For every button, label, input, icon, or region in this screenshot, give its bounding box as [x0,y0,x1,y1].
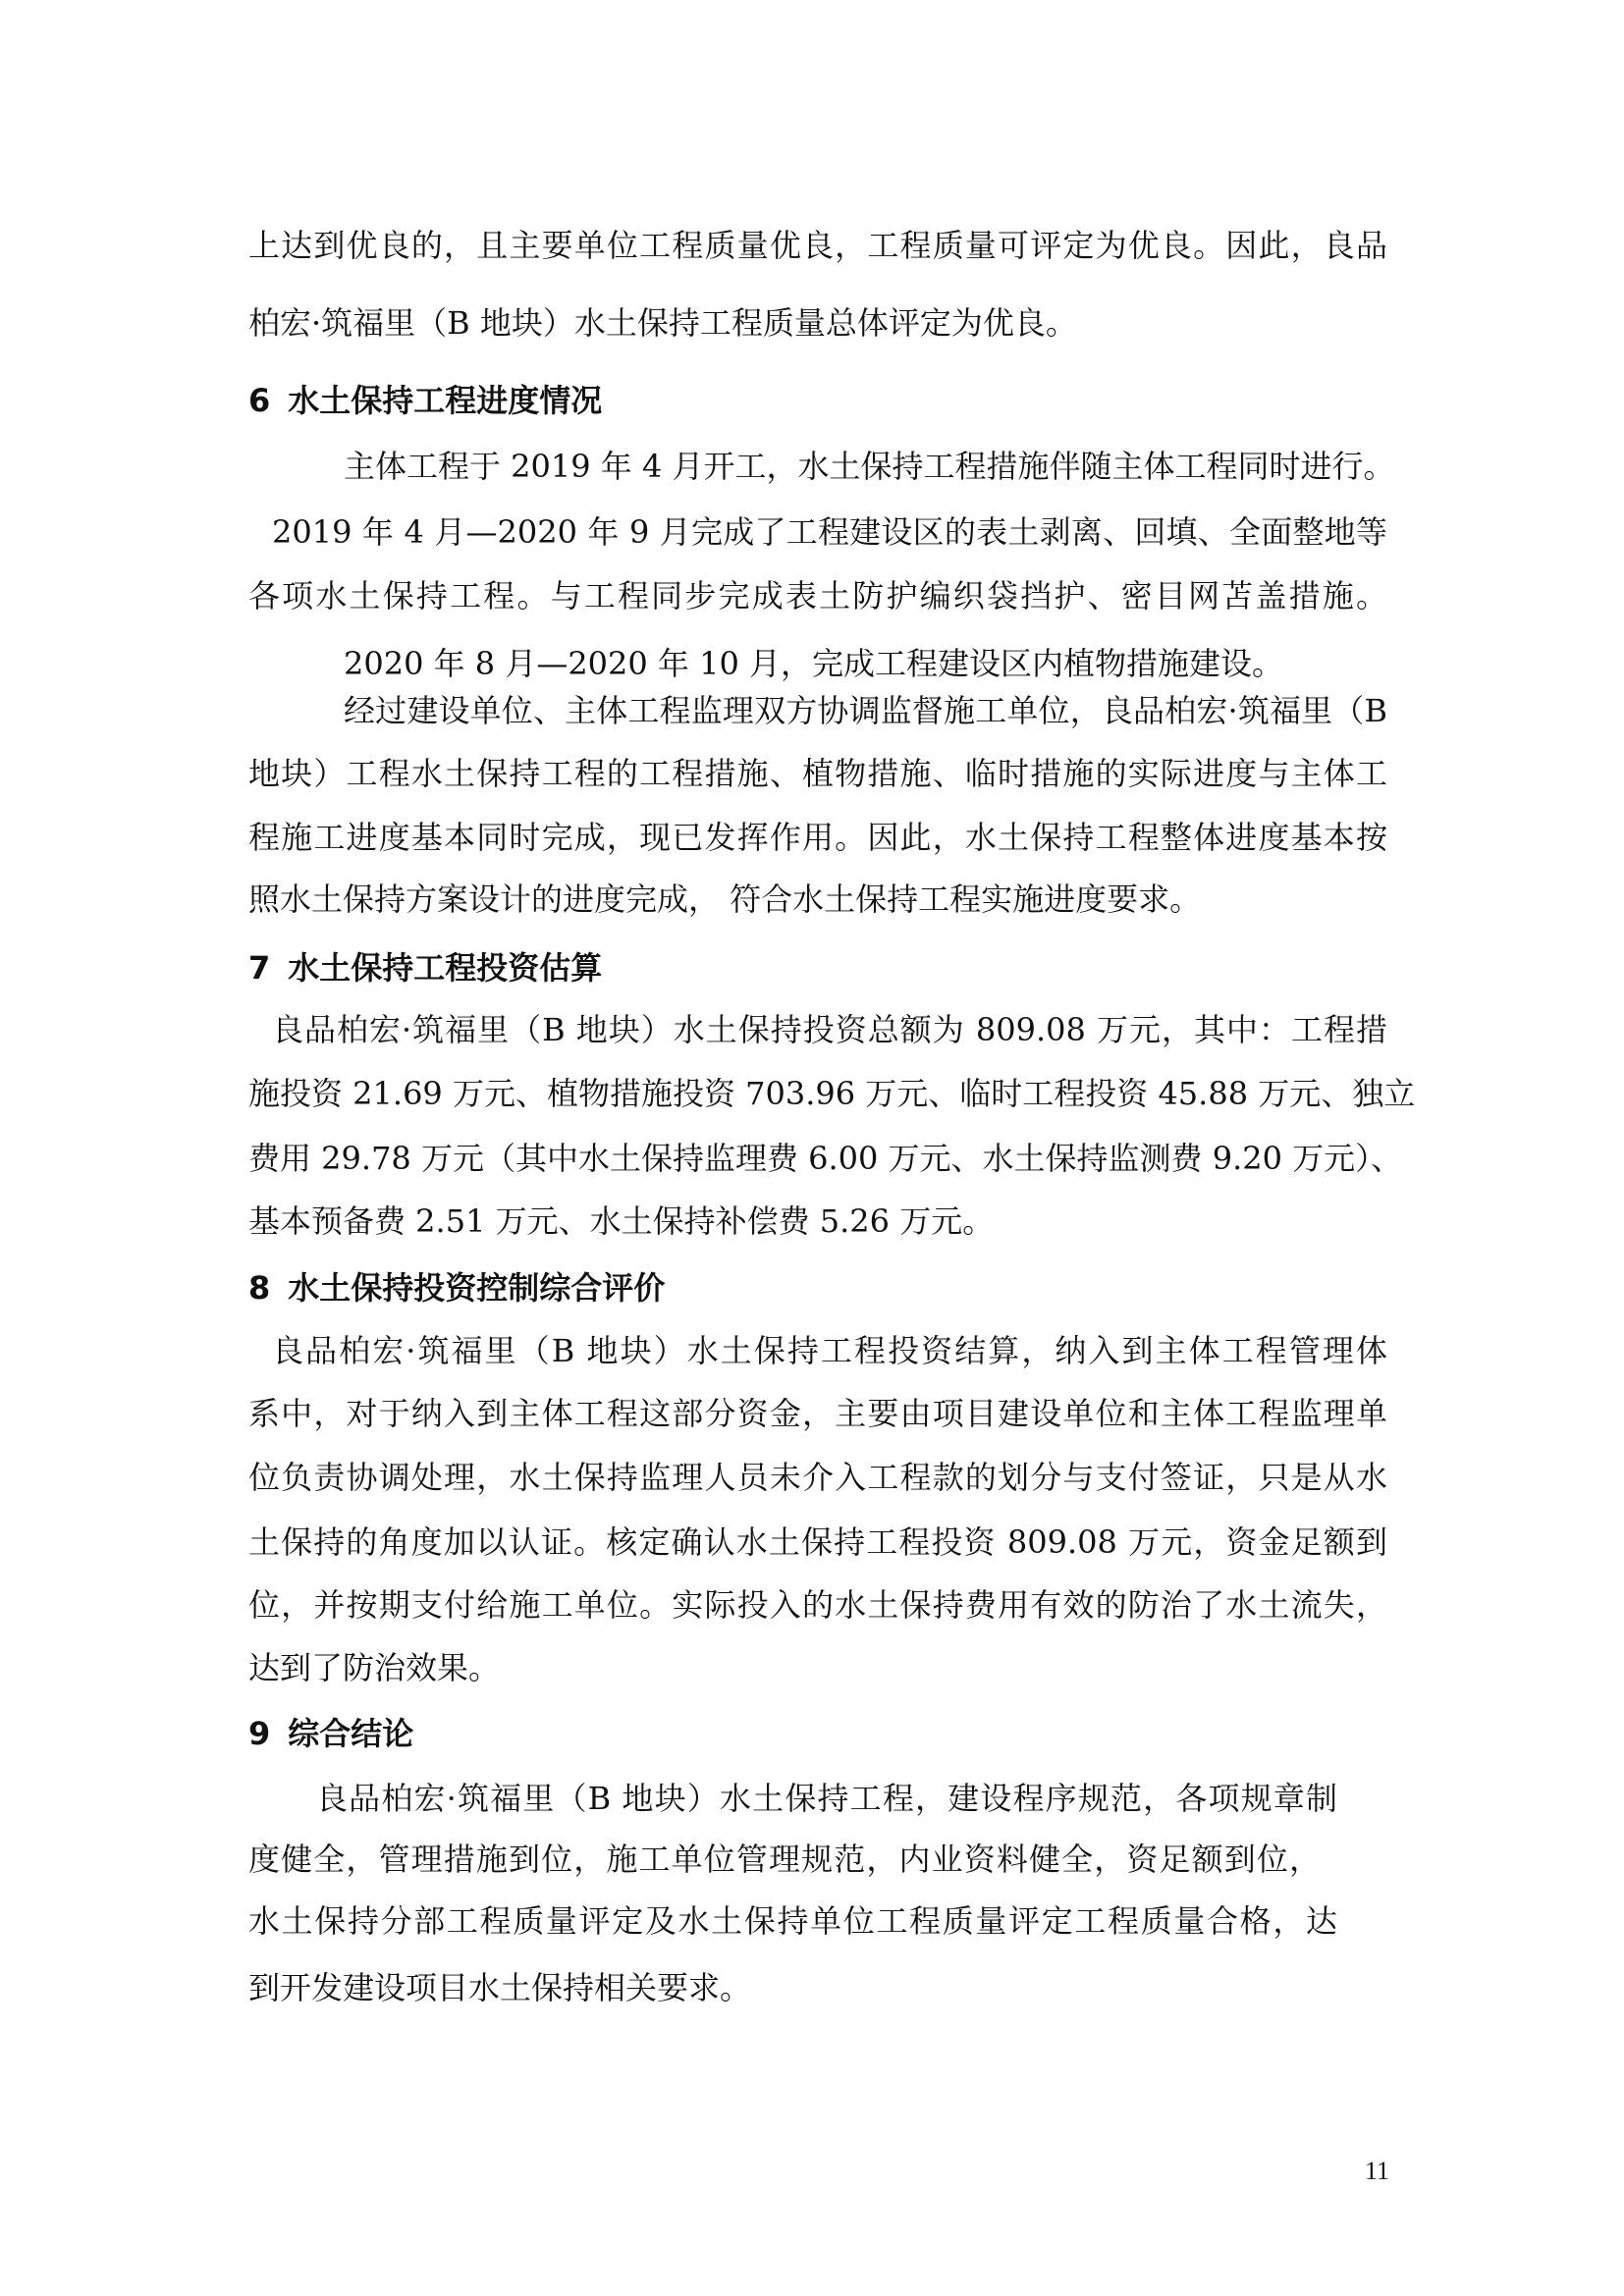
paragraph-line: 良品柏宏·筑福里（B 地块）水土保持工程，建设程序规范，各项规章制 [316,1780,1337,1817]
paragraph-line: 主体工程于 2019 年 4 月开工，水土保持工程措施伴随主体工程同时进行。 [344,448,1395,485]
paragraph-line: 经过建设单位、主体工程监理双方协调监督施工单位，良品柏宏·筑福里（B [344,692,1387,729]
paragraph-line: 柏宏·筑福里（B 地块）水土保持工程质量总体评定为优良。 [248,304,1077,342]
section-title: 水土保持工程投资估算 [288,949,603,987]
paragraph-line: 位负责协调处理，水土保持监理人员未介入工程款的划分与支付签证，只是从水 [248,1459,1387,1496]
section-heading-6 [248,379,602,422]
page-number: 11 [1365,2157,1390,2185]
section-heading-8 [248,1266,665,1309]
paragraph-line: 程施工进度基本同时完成，现已发挥作用。因此，水土保持工程整体进度基本按 [248,819,1387,856]
paragraph-line: 基本预备费 2.51 万元、水土保持补偿费 5.26 万元。 [248,1202,995,1240]
paragraph-line: 各项水土保持工程。与工程同步完成表土防护编织袋挡护、密目网苫盖措施。 [248,577,1387,614]
paragraph-line: 费用 29.78 万元（其中水土保持监理费 6.00 万元、水土保持监测费 9.20 万元）、 [248,1140,1403,1177]
section-number: 7 [248,949,271,987]
paragraph-line: 位，并按期支付给施工单位。实际投入的水土保持费用有效的防治了水土流失， [248,1586,1387,1624]
section-title: 水土保持工程进度情况 [288,382,603,419]
paragraph-line: 2019 年 4 月—2020 年 9 月完成了工程建设区的表土剥离、回填、全面整地等 [272,513,1387,551]
section-heading-9 [248,1712,413,1755]
section-number: 6 [248,382,271,419]
paragraph-line: 上达到优良的，且主要单位工程质量优良，工程质量可评定为优良。因此，良品 [248,227,1387,264]
paragraph-line: 土保持的角度加以认证。核定确认水土保持工程投资 809.08 万元，资金足额到 [248,1523,1387,1561]
section-title: 综合结论 [288,1715,414,1752]
paragraph-line: 水土保持分部工程质量评定及水土保持单位工程质量评定工程质量合格，达 [248,1902,1337,1940]
paragraph-line: 达到了防治效果。 [248,1649,501,1686]
paragraph-line: 到开发建设项目水土保持相关要求。 [248,1969,752,2006]
section-number: 9 [248,1715,271,1752]
section-title: 水土保持投资控制综合评价 [288,1269,666,1307]
paragraph-line: 度健全，管理措施到位，施工单位管理规范，内业资料健全，资足额到位， [248,1841,1321,1878]
paragraph-line: 2020 年 8 月—2020 年 10 月，完成工程建设区内植物措施建设。 [344,645,1283,682]
section-number: 8 [248,1269,271,1307]
paragraph-line: 系中，对于纳入到主体工程这部分资金，主要由项目建设单位和主体工程监理单 [248,1395,1387,1432]
paragraph-line: 照水土保持方案设计的进度完成， 符合水土保持工程实施进度要求。 [248,881,1202,918]
paragraph-line: 施投资 21.69 万元、植物措施投资 703.96 万元、临时工程投资 45.88 万元、独立 [248,1075,1416,1112]
section-heading-7 [248,946,602,989]
paragraph-line: 地块）工程水土保持工程的工程措施、植物措施、临时措施的实际进度与主体工 [248,755,1387,792]
paragraph-line: 良品柏宏·筑福里（B 地块）水土保持投资总额为 809.08 万元，其中：工程措 [272,1011,1387,1048]
paragraph-line: 良品柏宏·筑福里（B 地块）水土保持工程投资结算，纳入到主体工程管理体 [272,1332,1387,1369]
